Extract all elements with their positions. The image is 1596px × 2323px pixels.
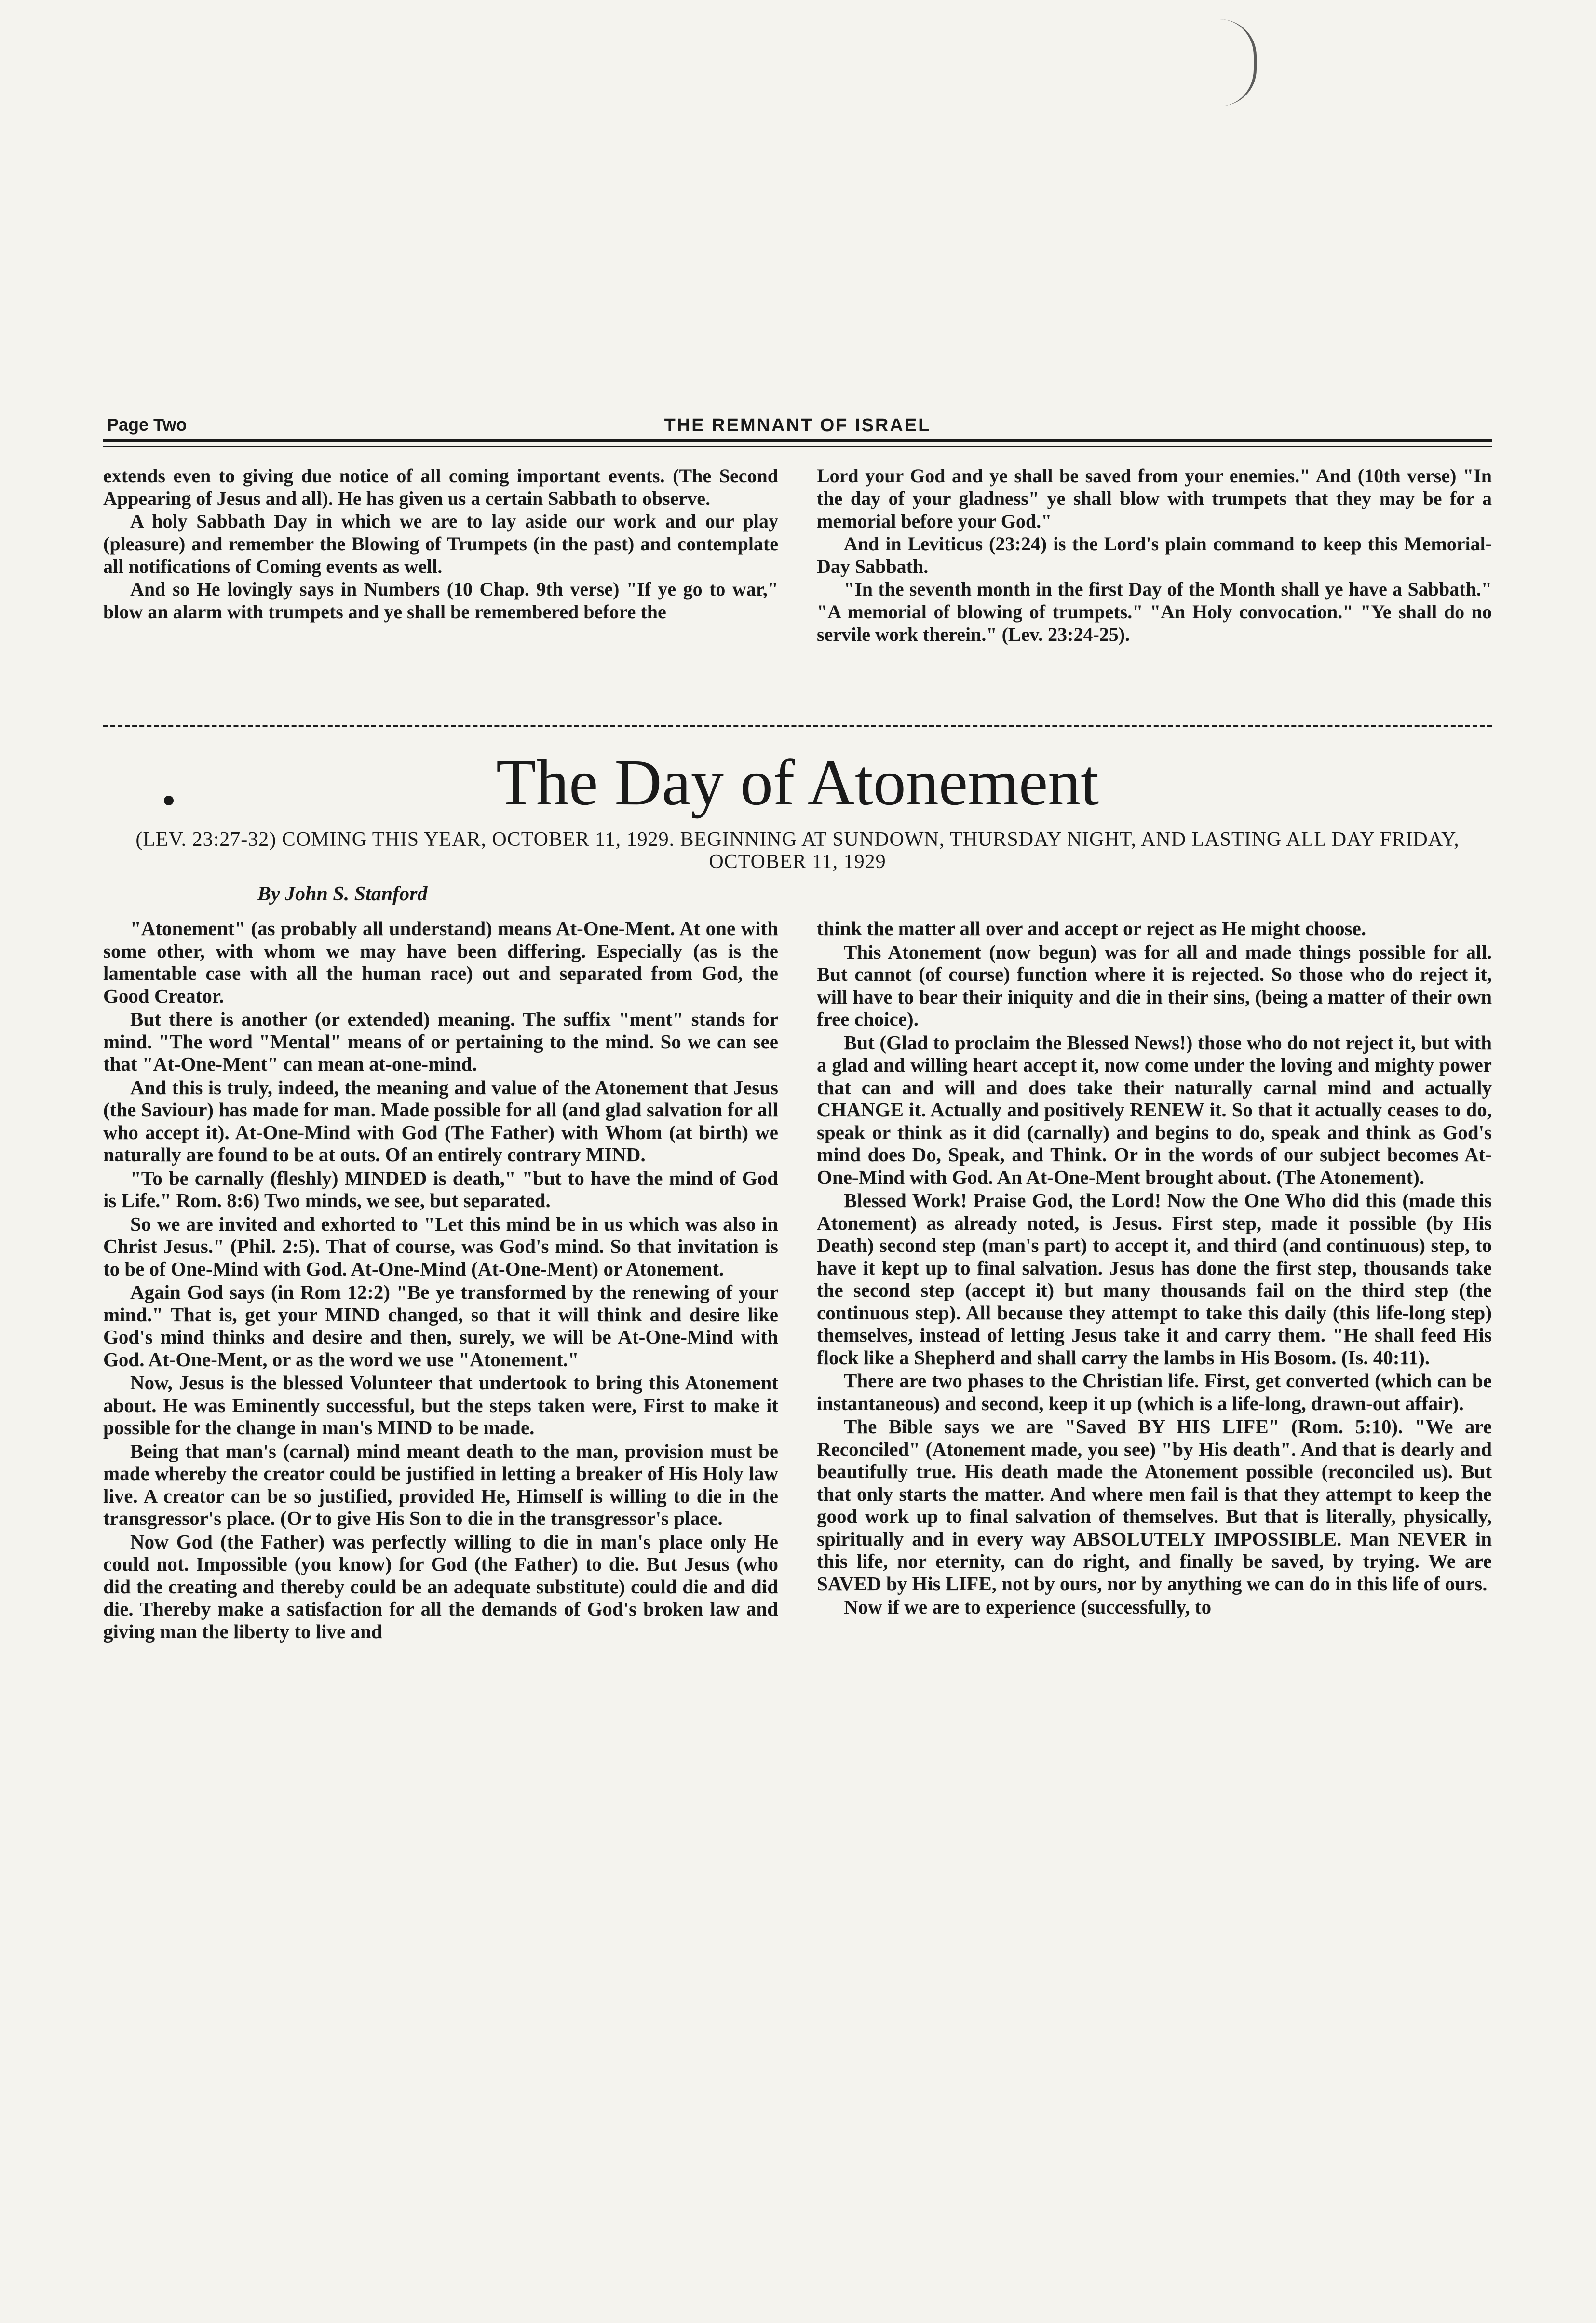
paragraph: A holy Sabbath Day in which we are to lay aside our work and our play (pleasure) and remember the Blowing of Trumpets (in the past) and contemplate all notifications of Coming events as well. [103, 510, 778, 577]
paragraph: But (Glad to proclaim the Blessed News!) those who do not reject it, but with a glad and willing heart accept it, now come under the loving and mighty power that can and will and does take their naturally carnal mind and actually CHANGE it. Actually and positively RENEW it. So that it actually ceases to do, speak or think as it did (carnally) and begins to do, speak and think as God's mind does Do, Speak, and Think. Or in the words of our subject becomes At-One-Mind with God. An At-One-Ment brought about. (The Atonement). [817, 1031, 1492, 1188]
header-rule [103, 446, 1492, 447]
paper-title: THE REMNANT OF ISRAEL [664, 415, 931, 435]
paragraph: think the matter all over and accept or reject as He might choose. [817, 917, 1366, 939]
article-left-column [103, 917, 778, 2181]
paragraph: Now God (the Father) was perfectly willing to die in man's place only He could not. Impossible (you know) for God (the Father) to die. But Jesus (who did the creating and thereby could be an adequate substitute) could die and did die. Thereby make a satisfaction for all the demands of God's broken law and giving man the liberty to live and [103, 1530, 778, 1643]
page-label: Page Two [107, 415, 187, 435]
paragraph: Now if we are to experience (successfully, to [844, 1596, 1212, 1618]
paragraph: And in Leviticus (23:24) is the Lord's plain command to keep this Memorial-Day Sabbath. [817, 533, 1492, 577]
paragraph: Blessed Work! Praise God, the Lord! Now the One Who did this (made this Atonement) as already noted, is Jesus. First step, made it possible (by His Death) second step (man's part) to accept it, and third (and continuous) step, to have it kept up to final salvation. Jesus has done the first step, thousands take the second step (accept it) but many thousands fail on the third step (the continuous step). All because they attempt to take this daily (this life-long step) themselves, instead of letting Jesus take it and carry them. "He shall feed His flock like a Shepherd and shall carry the lambs in His Bosom. (Is. 40:11). [817, 1189, 1492, 1369]
article-byline: By John S. Stanford [257, 883, 428, 905]
article-title: The Day of Atonement [496, 747, 1099, 819]
previous-article [103, 464, 1492, 720]
bullet-mark [164, 796, 174, 805]
article-subtitle: (LEV. 23:27-32) COMING THIS YEAR, OCTOBER 11, 1929. BEGINNING AT SUNDOWN, THURSDAY NIGHT, AND LASTING ALL DAY FRIDAY, OCTOBER 11, 1929 [135, 829, 1460, 873]
paragraph: extends even to giving due notice of all coming important events. (The Second Appearing of Jesus and all). He has given us a certain Sabbath to observe. [103, 465, 778, 509]
paragraph: "To be carnally (fleshly) MINDED is death," "but to have the mind of God is Life." Rom. 8:6) Two minds, we see, but separated. [103, 1167, 778, 1211]
paragraph: Being that man's (carnal) mind meant death to the man, provision must be made whereby the creator could be justified in letting a breaker of His Holy law live. A creator can be so justified, provided He, Himself is willing to die in the transgressor's place. (Or to give His Son to die in the transgressor's place. [103, 1440, 778, 1529]
paragraph: "In the seventh month in the first Day of the Month shall ye have a Sabbath." "A memorial of blowing of trumpets." "An Holy convocation." "Ye shall do no servile work therein." (Lev. 23:24-25). [817, 578, 1492, 645]
paragraph: "Atonement" (as probably all understand) means At-One-Ment. At one with some other, with whom we may have been differing. Especially (as is the lamentable case with all the human race) out and separated from God, the Good Creator. [103, 917, 778, 1007]
article-body [103, 917, 1492, 2181]
previous-article-right-column [817, 464, 1492, 720]
paragraph: But there is another (or extended) meaning. The suffix "ment" stands for mind. "The word "Mental" means of or pertaining to the mind. So we can see that "At-One-Ment" can mean at-one-mind. [103, 1008, 778, 1075]
running-head [103, 405, 1492, 442]
newspaper-page [103, 405, 1492, 2181]
paragraph: The Bible says we are "Saved BY HIS LIFE" (Rom. 5:10). "We are Reconciled" (Atonement made, you see) "by His death". And that is dearly and beautifully true. His death made the Atonement possible (reconciled us). But that only starts the matter. And where men fail is that they attempt to keep the good work up to final salvation of themselves. But that is literally, physically, spiritually and in every way ABSOLUTELY IMPOSSIBLE. Man NEVER in this life, nor eternity, can do right, and finally be saved, by trying. We are SAVED by His LIFE, not by ours, nor by anything we can do in this life of ours. [817, 1415, 1492, 1595]
scan-artifact [1220, 19, 1257, 106]
paragraph: And this is truly, indeed, the meaning and value of the Atonement that Jesus (the Saviour) has made for man. Made possible for all (and glad salvation for all who accept it). At-One-Mind with God (The Father) with Whom (at birth) we naturally are found to be at outs. Of an entirely contrary MIND. [103, 1076, 778, 1166]
paragraph: So we are invited and exhorted to "Let this mind be in us which was also in Christ Jesus." (Phil. 2:5). That of course, was God's mind. So that invitation is to be of One-Mind with God. At-One-Mind (At-One-Ment) or Atonement. [103, 1212, 778, 1280]
paragraph: This Atonement (now begun) was for all and made things possible for all. But cannot (of course) function where it is rejected. So those who do reject it, will have to bear their iniquity and die in their sins, (being a matter of their own free choice). [817, 940, 1492, 1030]
paragraph: Lord your God and ye shall be saved from your enemies." And (10th verse) "In the day of your gladness" ye shall blow with trumpets that they may be for a memorial before your God." [817, 465, 1492, 532]
article-separator [103, 725, 1492, 727]
paragraph: Now, Jesus is the blessed Volunteer that undertook to bring this Atonement about. He was Eminently successful, but the steps taken were, First to make it possible for the change in man's MIND to be made. [103, 1372, 778, 1439]
paragraph: And so He lovingly says in Numbers (10 Chap. 9th verse) "If ye go to war," blow an alarm with trumpets and ye shall be remembered before the [103, 578, 778, 623]
article-right-column [817, 917, 1492, 2181]
paragraph: Again God says (in Rom 12:2) "Be ye transformed by the renewing of your mind." That is, get your MIND changed, so that it will think and desire like God's mind thinks and desire and then, surely, we will be At-One-Mind with God. At-One-Ment, or as the word we use "Atonement." [103, 1281, 778, 1371]
paragraph: There are two phases to the Christian life. First, get converted (which can be instantaneous) and second, keep it up (which is a life-long, drawn-out affair). [817, 1370, 1492, 1414]
previous-article-left-column [103, 464, 778, 720]
